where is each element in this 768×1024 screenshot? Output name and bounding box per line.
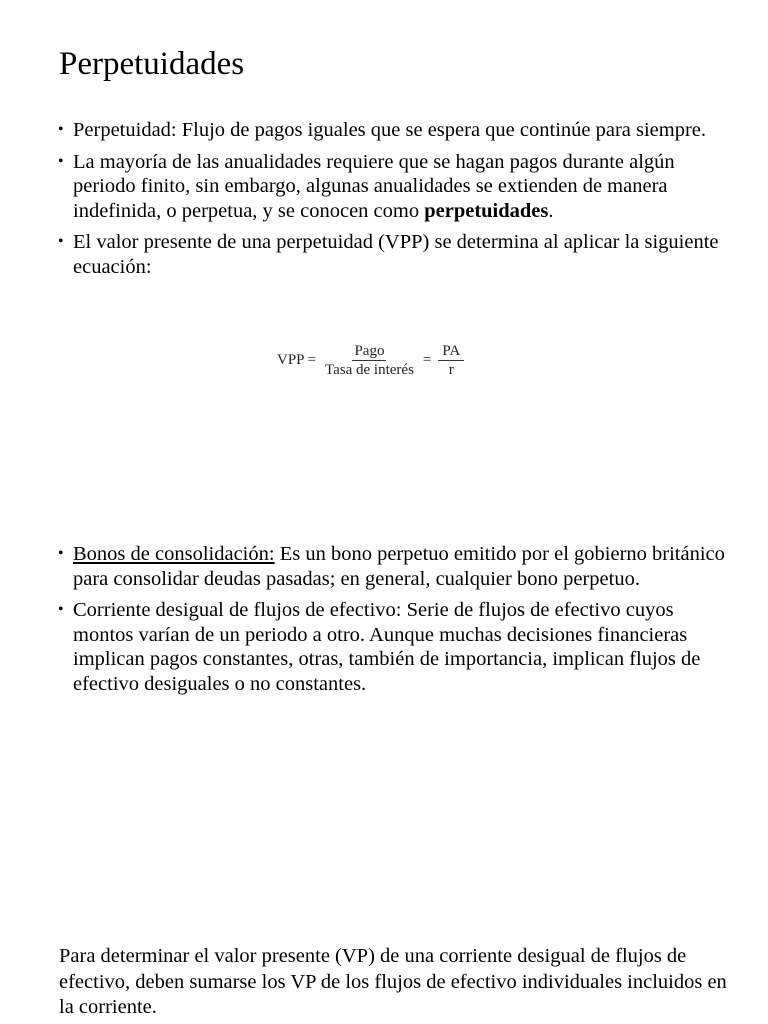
bullet-icon: • — [58, 545, 64, 562]
bullet-item-perpetuidad — [58, 118, 728, 143]
page-title: Perpetuidades — [59, 46, 245, 82]
fraction-numerator: PA — [438, 343, 464, 361]
bullet-icon: • — [58, 121, 64, 138]
underlined-term: Bonos de consolidación: — [73, 543, 275, 565]
fraction-denominator: r — [448, 362, 454, 378]
bullet-icon: • — [58, 233, 64, 250]
bullet-text-end: . — [548, 199, 554, 222]
vpp-formula — [277, 343, 468, 378]
bullet-icon: • — [58, 601, 64, 618]
bullet-list-bottom — [58, 542, 728, 703]
formula-equals: = — [422, 352, 432, 368]
bold-term: perpetuidades — [424, 199, 549, 222]
bullet-list-top — [58, 118, 728, 286]
bullet-item-valor-presente — [58, 230, 728, 279]
fraction-denominator: Tasa de interés — [325, 362, 414, 378]
bullet-item-corriente-desigual — [58, 598, 728, 696]
fraction-pa-r — [438, 343, 464, 378]
bullet-icon: • — [58, 152, 64, 170]
bullet-text: Corriente desigual de flujos de efectivo: Serie de flujos de efectivo cuyos montos varían de un periodo a otro. Aunque muchas decisiones financieras implican pagos constantes, otras, también de importancia, implican flujos de efectivo desiguales o no constantes. — [73, 599, 701, 695]
bullet-item-bonos — [58, 542, 728, 591]
bullet-text: El valor presente de una perpetuidad (VPP) se determina al aplicar la siguiente ecuación: — [73, 231, 719, 278]
bullet-text: Perpetuidad: Flujo de pagos iguales que se espera que continúe para siempre. — [73, 119, 707, 141]
fraction-pago-tasa — [323, 343, 416, 378]
bullet-text: Es un bono perpetuo emitido por el gobierno británico para consolidar deudas pasadas; en general, cualquier bono perpetuo. — [73, 543, 725, 590]
bullet-item-anualidades — [58, 150, 728, 224]
formula-lhs: VPP — [277, 352, 305, 368]
closing-paragraph: Para determinar el valor presente (VP) de una corriente desigual de flujos de efectivo, deben sumarse los VP de los flujos de efectivo individuales incluidos en la corriente. — [59, 945, 727, 1018]
bullet-text: La mayoría de las anualidades requiere que se hagan pagos durante algún periodo finito, sin embargo, algunas anualidades se extienden de manera indefinida, o perpetua, y se conocen como — [73, 150, 675, 222]
fraction-numerator: Pago — [354, 343, 385, 359]
formula-equals: = — [307, 352, 316, 368]
